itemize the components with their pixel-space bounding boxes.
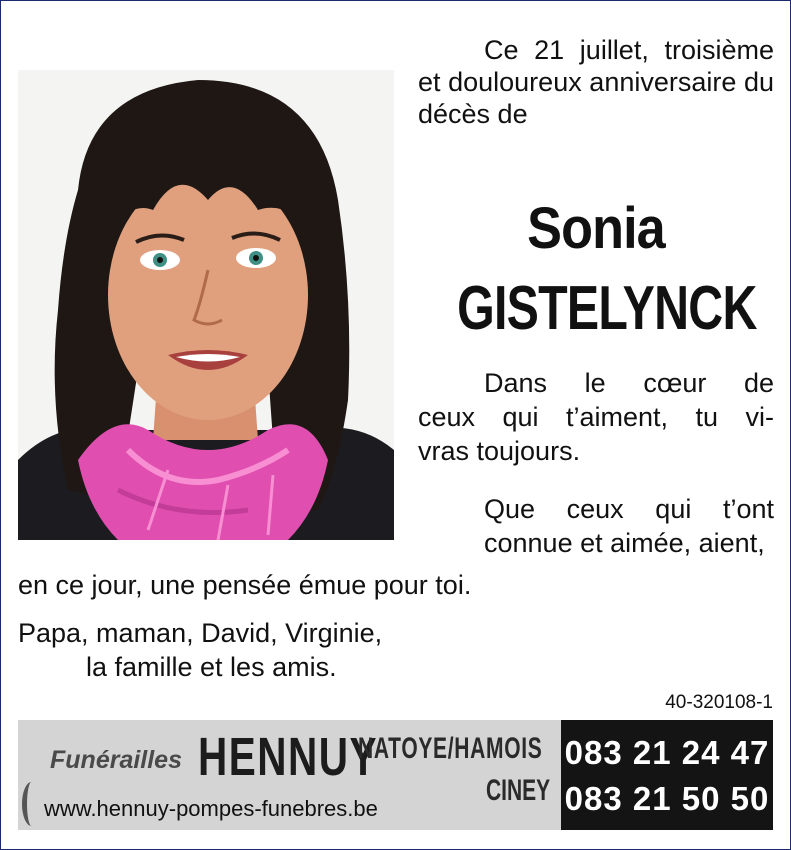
website-link[interactable]: www.hennuy-pompes-funebres.be — [44, 796, 378, 821]
towns-line-1: NATOYE/HAMOIS — [358, 732, 543, 765]
reference-number: 40-320108-1 — [665, 692, 773, 713]
phone-number-2[interactable]: 083 21 50 50 — [564, 780, 770, 817]
thoughts-text-a: Que ceux qui t’ont connue et aimée, aient, — [484, 494, 774, 558]
thoughts-paragraph-end: en ce jour, une pensée émue pour toi. — [18, 570, 472, 600]
thoughts-paragraph — [418, 492, 774, 560]
remembrance-line-1: Dans le cœur de — [484, 368, 774, 398]
signature-line-1: Papa, maman, David, Virginie, — [18, 618, 383, 648]
phone-box — [561, 720, 773, 830]
intro-paragraph — [418, 34, 774, 130]
deceased-first-name: Sonia — [527, 196, 665, 261]
towns-line-2: CINEY — [486, 774, 551, 807]
signature-line-2: la famille et les amis. — [86, 652, 337, 682]
swoosh-decoration — [22, 782, 41, 826]
intro-text: Ce 21 juillet, troisième et douloureux anniversaire du décès de — [418, 35, 774, 129]
portrait-illustration — [18, 70, 394, 540]
portrait-photo — [18, 70, 394, 540]
phone-number-1[interactable]: 083 21 24 47 — [564, 734, 770, 771]
remembrance-line-3: vras toujours. — [418, 436, 581, 466]
remembrance-paragraph — [418, 366, 774, 468]
funeral-home-banner — [18, 720, 773, 830]
signature-block — [18, 616, 382, 684]
deceased-last-name: GISTELYNCK — [457, 274, 757, 343]
remembrance-line-2: ceux qui t’aiment, tu vi- — [418, 402, 774, 432]
brand-name: HENNUY — [198, 727, 379, 787]
funeral-word: Funérailles — [50, 746, 182, 774]
